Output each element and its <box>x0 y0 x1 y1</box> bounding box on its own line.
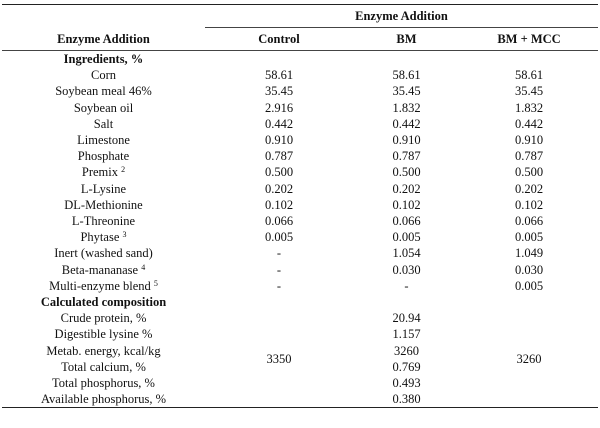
row-label <box>2 132 205 148</box>
value-bm: 1.832 <box>392 100 421 115</box>
value-bm-mcc: 0.910 <box>514 133 544 148</box>
table-row <box>2 197 598 213</box>
value-bm: 0.066 <box>392 214 421 229</box>
table-group-header-row <box>2 5 598 28</box>
row-label-text: Phytase <box>80 230 120 245</box>
row-label <box>2 197 205 213</box>
value-control: 0.102 <box>264 197 294 212</box>
table-row <box>2 262 598 278</box>
value-bm: 0.202 <box>392 181 421 196</box>
energy-bm-mcc: 3260 <box>516 351 542 366</box>
row-label-text: Premix <box>81 165 118 180</box>
row-label <box>2 67 205 83</box>
composition-body <box>2 310 598 408</box>
value-bm: 3260 <box>394 343 419 358</box>
value-control: 0.202 <box>264 181 294 196</box>
value-control: 58.61 <box>264 68 294 83</box>
value-bm-mcc: 0.202 <box>514 181 544 196</box>
table-row <box>2 229 598 245</box>
value-bm: 0.787 <box>392 149 421 164</box>
row-label-text: Beta-mananase <box>61 262 139 277</box>
footnote-marker: 4 <box>141 262 146 272</box>
value-bm-mcc: 0.102 <box>514 197 544 212</box>
table-row <box>2 310 598 326</box>
row-label-text: Inert (washed sand) <box>54 246 153 261</box>
table-row <box>2 83 598 99</box>
row-label <box>2 278 205 294</box>
value-bm: 0.005 <box>392 230 421 245</box>
row-label <box>2 116 205 132</box>
value-bm: 1.157 <box>392 327 421 342</box>
value-bm-mcc: 0.500 <box>514 165 544 180</box>
column-header-bm: BM <box>396 31 417 46</box>
value-bm-mcc: 1.832 <box>514 100 544 115</box>
row-label <box>2 262 205 278</box>
value-control: 0.066 <box>264 214 294 229</box>
value-bm: 0.380 <box>392 392 421 407</box>
row-label-text: L-Threonine <box>71 214 136 229</box>
row-label-text: Soybean oil <box>73 100 134 115</box>
value-bm-mcc: 35.45 <box>514 84 544 99</box>
section-row-ingredients <box>2 51 598 68</box>
row-label <box>2 213 205 229</box>
value-bm: 0.102 <box>392 197 421 212</box>
table-row <box>2 100 598 116</box>
row-label-text: Phosphate <box>77 149 130 164</box>
value-control: - <box>276 246 282 261</box>
value-bm: 58.61 <box>392 68 421 83</box>
value-bm-mcc: 0.066 <box>514 214 544 229</box>
footnote-marker: 3 <box>122 230 127 240</box>
footnote-marker: 5 <box>153 278 158 288</box>
value-control: - <box>276 262 282 277</box>
table-row <box>2 213 598 229</box>
value-bm-mcc: 58.61 <box>514 68 544 83</box>
row-label <box>2 83 205 99</box>
value-bm-mcc: 0.442 <box>514 116 544 131</box>
row-label: Metab. energy, kcal/kg <box>46 343 161 358</box>
value-bm: 0.030 <box>392 262 421 277</box>
row-label <box>2 181 205 197</box>
value-control: 0.500 <box>264 165 294 180</box>
row-label-text: Limestone <box>77 133 130 148</box>
section-row-composition <box>2 294 598 310</box>
table-row <box>2 164 598 180</box>
value-bm: 0.769 <box>392 359 421 374</box>
value-bm: - <box>404 278 409 293</box>
energy-control: 3350 <box>266 351 292 366</box>
value-control: 35.45 <box>264 84 294 99</box>
value-bm: 0.910 <box>392 133 421 148</box>
table-row <box>2 148 598 164</box>
table-row <box>2 181 598 197</box>
value-bm: 0.493 <box>392 376 421 391</box>
row-label <box>2 148 205 164</box>
column-header-control: Control <box>258 31 300 46</box>
table-row <box>2 278 598 294</box>
value-bm-mcc: 0.787 <box>514 149 544 164</box>
table-row <box>2 245 598 261</box>
value-control: - <box>276 278 282 293</box>
group-header: Enzyme Addition <box>205 5 598 28</box>
row-label: Available phosphorus, % <box>40 392 167 407</box>
row-label <box>2 245 205 261</box>
table-row <box>2 67 598 83</box>
table-column-header-row <box>2 28 598 51</box>
row-label-text: Soybean meal 46% <box>55 84 152 99</box>
value-control: 0.005 <box>264 230 294 245</box>
row-label-text: DL-Methionine <box>64 197 143 212</box>
footnote-marker: 2 <box>121 165 126 175</box>
value-bm-mcc: 0.030 <box>514 262 544 277</box>
row-label <box>2 229 205 245</box>
row-label-text: Corn <box>91 68 116 83</box>
row-label <box>2 164 205 180</box>
diet-composition-table <box>2 4 598 408</box>
value-control: 2.916 <box>264 100 294 115</box>
value-bm: 20.94 <box>392 311 421 326</box>
value-control: 0.787 <box>264 149 294 164</box>
row-label: Crude protein, % <box>60 311 147 326</box>
row-header: Enzyme Addition <box>57 31 150 46</box>
section-label: Calculated composition <box>40 295 167 310</box>
value-bm-mcc: 1.049 <box>514 246 544 261</box>
row-label: Total phosphorus, % <box>52 376 155 391</box>
value-bm: 35.45 <box>392 84 421 99</box>
value-control: 0.442 <box>264 116 294 131</box>
row-label <box>2 100 205 116</box>
table-row <box>2 116 598 132</box>
row-label-text: Salt <box>93 116 114 131</box>
value-bm: 0.500 <box>392 165 421 180</box>
section-label: Ingredients, % <box>63 52 144 66</box>
row-label: Total calcium, % <box>61 359 146 374</box>
row-label-text: Multi-enzyme blend <box>49 278 151 293</box>
value-bm: 1.054 <box>392 246 421 261</box>
ingredients-body <box>2 67 598 294</box>
value-bm: 0.442 <box>392 116 421 131</box>
column-header-bm-mcc: BM + MCC <box>497 31 561 46</box>
row-label: Digestible lysine % <box>54 327 153 342</box>
row-label-text: L-Lysine <box>80 181 127 196</box>
value-bm-mcc: 0.005 <box>514 230 544 245</box>
value-control: 0.910 <box>264 133 294 148</box>
empty-header-cell <box>2 5 205 28</box>
table-row <box>2 132 598 148</box>
value-bm-mcc: 0.005 <box>514 278 544 293</box>
